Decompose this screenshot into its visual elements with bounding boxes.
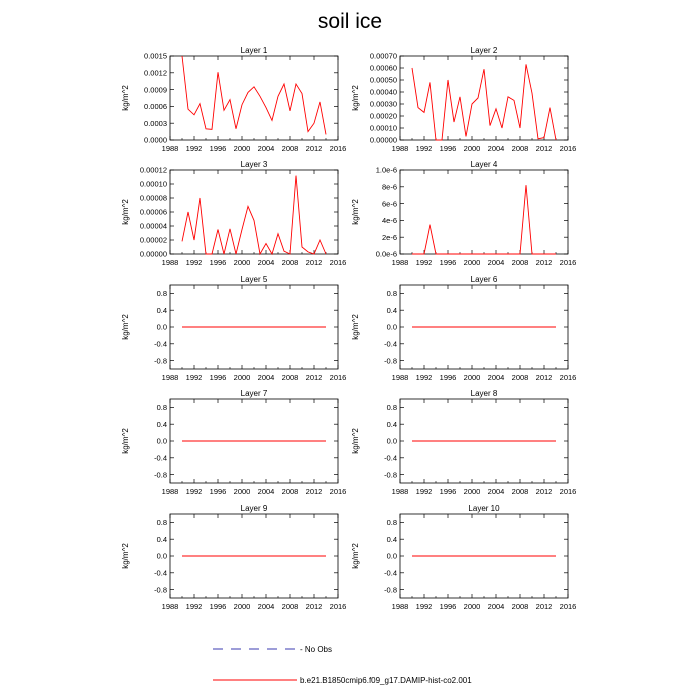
x-tick-label: 2012 <box>305 602 323 611</box>
y-tick-label: 0.0003 <box>144 118 167 128</box>
x-tick-label: 2004 <box>487 258 505 267</box>
x-tick-label: 2012 <box>305 487 323 496</box>
y-tick-label: -0.8 <box>154 585 167 595</box>
y-tick-label: 0.00010 <box>139 179 167 189</box>
x-tick-label: 2004 <box>487 602 505 611</box>
x-tick-label: 2016 <box>329 602 347 611</box>
y-tick-label: 0.0 <box>386 436 397 446</box>
panel-layer-6 <box>351 275 576 382</box>
x-tick-label: 2012 <box>535 258 553 267</box>
panel-layer-9 <box>121 504 346 611</box>
panel-title: Layer 2 <box>470 46 498 55</box>
x-tick-label: 1992 <box>415 258 433 267</box>
y-axis-label: kg/m^2 <box>121 314 130 340</box>
x-tick-label: 1992 <box>415 602 433 611</box>
x-tick-label: 1996 <box>439 144 457 153</box>
y-tick-label: 0.00050 <box>369 75 397 85</box>
x-tick-label: 1996 <box>439 258 457 267</box>
plot-frame <box>400 170 568 254</box>
y-axis-label: kg/m^2 <box>351 199 360 225</box>
x-tick-label: 2008 <box>281 602 299 611</box>
y-tick-label: 0.00006 <box>139 207 167 217</box>
x-tick-label: 2008 <box>281 373 299 382</box>
x-tick-label: 2012 <box>305 144 323 153</box>
x-tick-label: 2000 <box>233 144 251 153</box>
y-tick-label: 0.00010 <box>369 123 397 133</box>
panel-layer-5 <box>121 275 346 382</box>
y-tick-label: -0.4 <box>154 339 167 349</box>
x-tick-label: 2008 <box>281 258 299 267</box>
y-tick-label: 0.4 <box>386 419 397 429</box>
x-tick-label: 2016 <box>329 373 347 382</box>
x-tick-label: 1988 <box>391 373 409 382</box>
x-tick-label: 2004 <box>487 487 505 496</box>
x-tick-label: 2004 <box>257 373 275 382</box>
panel-title: Layer 1 <box>240 46 268 55</box>
x-tick-label: 2012 <box>535 602 553 611</box>
y-tick-label: 0.4 <box>156 305 167 315</box>
x-tick-label: 1988 <box>391 487 409 496</box>
panel-title: Layer 6 <box>470 275 498 284</box>
x-tick-label: 2016 <box>329 487 347 496</box>
panel-title: Layer 5 <box>240 275 268 284</box>
x-tick-label: 2000 <box>233 487 251 496</box>
x-tick-label: 1992 <box>415 487 433 496</box>
y-axis-label: kg/m^2 <box>121 428 130 454</box>
y-tick-label: 0.8 <box>386 403 397 413</box>
y-tick-label: 0.0015 <box>144 51 167 61</box>
y-axis-label: kg/m^2 <box>121 543 130 569</box>
y-tick-label: -0.8 <box>154 356 167 366</box>
y-tick-label: -0.4 <box>154 453 167 463</box>
x-tick-label: 1992 <box>185 602 203 611</box>
x-tick-label: 2000 <box>463 373 481 382</box>
x-tick-label: 2016 <box>559 487 577 496</box>
x-tick-label: 2016 <box>559 373 577 382</box>
y-tick-label: 8e-6 <box>381 182 397 192</box>
x-tick-label: 2004 <box>257 144 275 153</box>
x-tick-label: 2016 <box>559 258 577 267</box>
panels-grid <box>121 46 576 611</box>
y-tick-label: 0.00070 <box>369 51 397 61</box>
y-tick-label: -0.4 <box>384 339 397 349</box>
x-tick-label: 2008 <box>281 487 299 496</box>
x-tick-label: 1992 <box>185 258 203 267</box>
x-tick-label: 1988 <box>161 144 179 153</box>
y-tick-label: 0.4 <box>386 305 397 315</box>
x-tick-label: 1996 <box>439 487 457 496</box>
y-tick-label: -0.4 <box>154 568 167 578</box>
panel-layer-3 <box>121 160 346 267</box>
x-tick-label: 2004 <box>257 258 275 267</box>
y-axis-label: kg/m^2 <box>351 85 360 111</box>
x-tick-label: 2016 <box>559 602 577 611</box>
x-tick-label: 2000 <box>233 373 251 382</box>
y-tick-label: 0.0 <box>386 551 397 561</box>
series-line <box>412 64 556 140</box>
x-tick-label: 2016 <box>559 144 577 153</box>
y-tick-label: 0.8 <box>386 518 397 528</box>
x-tick-label: 1988 <box>391 602 409 611</box>
x-tick-label: 1996 <box>209 602 227 611</box>
series-line <box>412 185 556 254</box>
y-tick-label: 0.0009 <box>144 85 167 95</box>
y-tick-label: 0.0 <box>156 322 167 332</box>
x-tick-label: 1992 <box>415 144 433 153</box>
x-tick-label: 2004 <box>487 373 505 382</box>
panel-title: Layer 10 <box>468 504 500 513</box>
y-axis-label: kg/m^2 <box>121 85 130 111</box>
panel-layer-10 <box>351 504 576 611</box>
y-tick-label: 0.00012 <box>139 165 167 175</box>
y-tick-label: 0.0000 <box>144 135 167 145</box>
x-tick-label: 2000 <box>463 487 481 496</box>
x-tick-label: 2000 <box>463 144 481 153</box>
x-tick-label: 2012 <box>535 487 553 496</box>
x-tick-label: 2012 <box>535 144 553 153</box>
panel-layer-8 <box>351 389 576 496</box>
series-line <box>182 176 326 254</box>
x-tick-label: 1996 <box>209 258 227 267</box>
y-tick-label: 0.0e-6 <box>375 249 397 259</box>
x-tick-label: 1988 <box>161 602 179 611</box>
x-tick-label: 1996 <box>209 373 227 382</box>
y-tick-label: 0.00008 <box>139 193 167 203</box>
legend-model-label: b.e21.B1850cmip6.f09_g17.DAMIP-hist-co2.001 <box>300 676 472 685</box>
y-tick-label: 2e-6 <box>381 232 397 242</box>
plot-frame <box>400 56 568 140</box>
x-tick-label: 1988 <box>161 487 179 496</box>
plot-frame <box>170 170 338 254</box>
panel-layer-7 <box>121 389 346 496</box>
x-tick-label: 2008 <box>511 487 529 496</box>
x-tick-label: 1988 <box>161 258 179 267</box>
panel-title: Layer 9 <box>240 504 268 513</box>
panel-layer-4 <box>351 160 576 267</box>
x-tick-label: 2000 <box>463 258 481 267</box>
x-tick-label: 2016 <box>329 144 347 153</box>
y-tick-label: 0.00004 <box>139 221 167 231</box>
y-axis-label: kg/m^2 <box>351 428 360 454</box>
x-tick-label: 2016 <box>329 258 347 267</box>
y-tick-label: 0.0 <box>386 322 397 332</box>
x-tick-label: 1988 <box>161 373 179 382</box>
y-tick-label: 0.00040 <box>369 87 397 97</box>
y-tick-label: 0.0 <box>156 436 167 446</box>
y-tick-label: 0.8 <box>156 518 167 528</box>
x-tick-label: 2008 <box>511 602 529 611</box>
legend <box>213 645 472 685</box>
y-tick-label: 0.4 <box>386 534 397 544</box>
x-tick-label: 1996 <box>439 373 457 382</box>
x-tick-label: 2008 <box>511 258 529 267</box>
y-tick-label: 0.0 <box>156 551 167 561</box>
series-line <box>182 56 326 134</box>
y-tick-label: 0.0012 <box>144 68 167 78</box>
y-axis-label: kg/m^2 <box>351 314 360 340</box>
y-tick-label: 0.4 <box>156 419 167 429</box>
y-tick-label: -0.4 <box>384 568 397 578</box>
y-tick-label: 1.0e-6 <box>375 165 397 175</box>
x-tick-label: 1992 <box>185 373 203 382</box>
panel-title: Layer 4 <box>470 160 498 169</box>
panel-title: Layer 7 <box>240 389 268 398</box>
y-tick-label: 0.8 <box>156 403 167 413</box>
y-tick-label: 6e-6 <box>381 199 397 209</box>
y-tick-label: -0.8 <box>384 356 397 366</box>
x-tick-label: 2012 <box>305 258 323 267</box>
y-tick-label: 0.0006 <box>144 102 167 112</box>
y-tick-label: 0.00000 <box>139 249 167 259</box>
x-tick-label: 1988 <box>391 258 409 267</box>
x-tick-label: 2012 <box>305 373 323 382</box>
x-tick-label: 1992 <box>185 487 203 496</box>
y-tick-label: 0.00030 <box>369 99 397 109</box>
x-tick-label: 2000 <box>463 602 481 611</box>
legend-no-obs-label: - No Obs <box>300 645 333 654</box>
y-tick-label: -0.8 <box>384 470 397 480</box>
y-tick-label: 4e-6 <box>381 216 397 226</box>
y-tick-label: 0.00060 <box>369 63 397 73</box>
panel-title: Layer 3 <box>240 160 268 169</box>
x-tick-label: 2004 <box>257 602 275 611</box>
y-tick-label: 0.8 <box>386 289 397 299</box>
y-axis-label: kg/m^2 <box>351 543 360 569</box>
x-tick-label: 2008 <box>511 144 529 153</box>
x-tick-label: 2004 <box>487 144 505 153</box>
figure-title: soil ice <box>317 10 383 33</box>
plot-frame <box>170 56 338 140</box>
x-tick-label: 1996 <box>439 602 457 611</box>
y-tick-label: -0.8 <box>154 470 167 480</box>
x-tick-label: 1992 <box>185 144 203 153</box>
x-tick-label: 1992 <box>415 373 433 382</box>
y-tick-label: 0.4 <box>156 534 167 544</box>
x-tick-label: 1988 <box>391 144 409 153</box>
y-axis-label: kg/m^2 <box>121 199 130 225</box>
y-tick-label: 0.00000 <box>369 135 397 145</box>
x-tick-label: 2004 <box>257 487 275 496</box>
y-tick-label: -0.4 <box>384 453 397 463</box>
panel-layer-2 <box>351 46 576 153</box>
y-tick-label: 0.00002 <box>139 235 167 245</box>
panel-layer-1 <box>121 46 346 153</box>
x-tick-label: 1996 <box>209 144 227 153</box>
x-tick-label: 2000 <box>233 602 251 611</box>
x-tick-label: 1996 <box>209 487 227 496</box>
y-tick-label: 0.8 <box>156 289 167 299</box>
y-tick-label: -0.8 <box>384 585 397 595</box>
x-tick-label: 2012 <box>535 373 553 382</box>
x-tick-label: 2008 <box>511 373 529 382</box>
panel-title: Layer 8 <box>470 389 498 398</box>
x-tick-label: 2000 <box>233 258 251 267</box>
x-tick-label: 2008 <box>281 144 299 153</box>
y-tick-label: 0.00020 <box>369 111 397 121</box>
